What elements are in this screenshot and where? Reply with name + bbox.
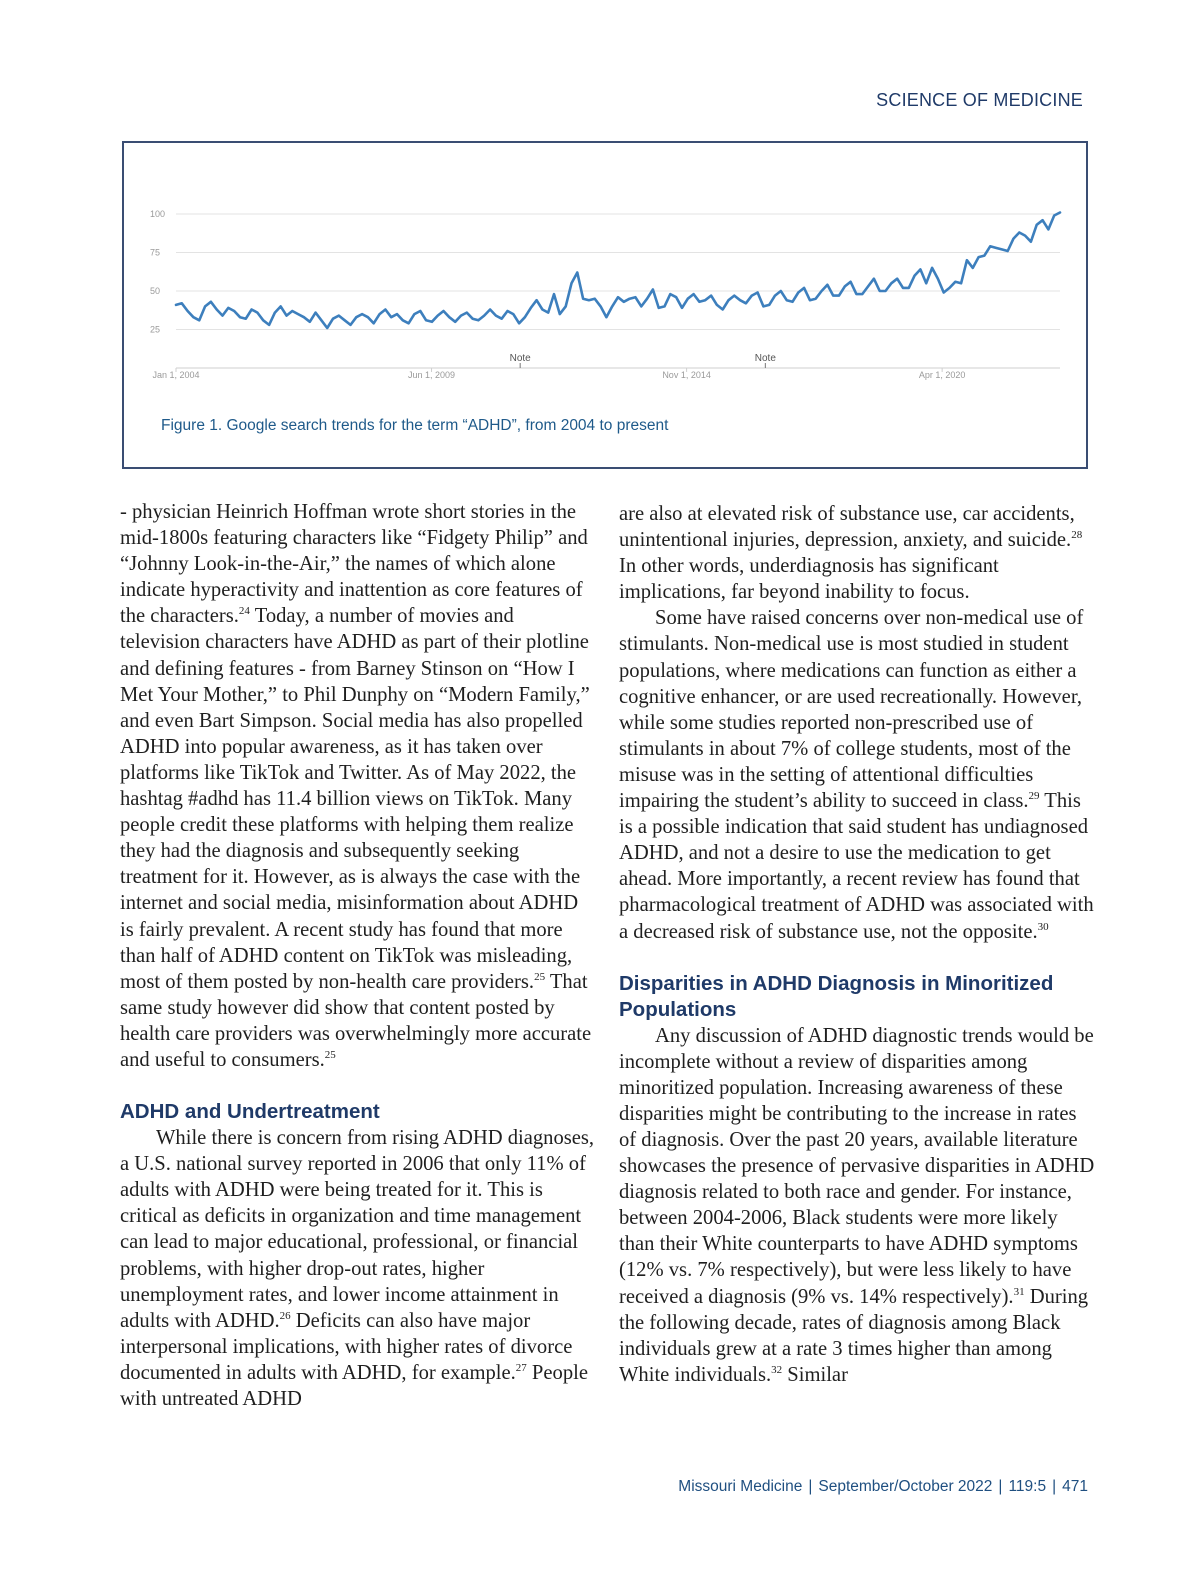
x-tick-label: Apr 1, 2020 (918, 370, 966, 380)
chart-annotation-note: Note (754, 353, 776, 364)
section-header: SCIENCE OF MEDICINE (876, 90, 1083, 110)
x-tick-label: Jan 1, 2004 (152, 370, 200, 380)
figure-1 (122, 141, 1088, 469)
paragraph: - physician Heinrich Hoffman wrote short stories in the mid-1800s featuring characters like “Fidgety Philip” and “Johnny Look-in-the-Air,” the names of which alone indicate hyperactivity and inattention as core features of the characters.$^{24}$ Today, a number of movies and television characters have ADHD as part of their plotline and defining features - from Barney Stinson on “How I Met Your Mother,” to Phil Dunphy on “Modern Family,” and even Bart Simpson. Social media has also propelled ADHD into popular awareness, as it has taken over platforms like TikTok and Twitter. As of May 2022, the hashtag #adhd has 11.4 billion views on TikTok. Many people credit these platforms with helping them realize they had the diagnosis and subsequently seeking treatment for it. However, as is always the case with the internet and social media, misinformation about ADHD is fairly prevalent. A recent study has found that more than half of ADHD content on TikTok was misleading, most of them posted by non-health care providers.$^{25}$ That same study however did show that content posted by health care providers was overwhelmingly more accurate and useful to consumers.$^{25}$ (120, 501, 592, 1071)
x-tick-label: Nov 1, 2014 (662, 370, 711, 380)
reference-marker: 24 (238, 605, 250, 618)
reference-marker: 27 (515, 1361, 527, 1374)
paragraph: are also at elevated risk of substance use, car accidents, unintentional injuries, depression, anxiety, and suicide.$^{28}$ In other words, underdiagnosis has significant implications, far beyond inability to focus. (619, 503, 1083, 604)
section-heading-undertreatment: ADHD and Undertreatment (120, 1100, 380, 1124)
paragraph: Any discussion of ADHD diagnostic trends would be incomplete without a review of disparities among minoritized population. Increasing awareness of these disparities might be contributing to the increase in rates of diagnosis. Over the past 20 years, available literature showcases the presence of pervasive disparities in ADHD diagnosis related to both race and gender. For instance, between 2004-2006, Black students were more likely than their White counterparts to have ADHD symptoms (12% vs. 7% respectively), but were less likely to have received a diagnosis (9% vs. 14% respectively).$^{31}$ During the following decade, rates of diagnosis among Black individuals grew at a rate 3 times higher than among White individuals.$^{32}$ Similar (619, 1024, 1095, 1386)
reference-marker: 31 (1013, 1285, 1025, 1298)
left-column (120, 499, 595, 1412)
reference-marker: 29 (1028, 790, 1040, 803)
section-heading-disparities: Disparities in ADHD Diagnosis in Minoritized Populations (619, 971, 1054, 1021)
page-number: 471 (1062, 1478, 1088, 1495)
issue-date: September/October 2022 (818, 1478, 993, 1495)
y-tick-label: 25 (150, 324, 161, 335)
reference-marker: 25 (534, 970, 546, 983)
figure-caption: Figure 1. Google search trends for the term “ADHD”, from 2004 to present (161, 417, 669, 434)
right-column (619, 501, 1097, 1388)
paragraph: Some have raised concerns over non-medical use of stimulants. Non-medical use is most studied in student populations, where medications can function as either a cognitive enhancer, or are used recreationally. However, while some studies reported non-prescribed use of stimulants in about 7% of college students, most of the misuse was in the setting of attentional difficulties impairing the student’s ability to succeed in class.$^{29}$ This is a possible indication that said student has undiagnosed ADHD, and not a desire to use the medication to get ahead. More importantly, a recent review has found that pharmacological treatment of ADHD was associated with a decreased risk of substance use, not the opposite.$^{30}$ (619, 607, 1094, 943)
reference-marker: 26 (279, 1309, 291, 1322)
series-line-adhd (176, 213, 1060, 329)
volume: 119:5 (1008, 1478, 1047, 1495)
page-footer: Missouri Medicine | September/October 2022 | 119:5 | 471 (678, 1478, 1088, 1495)
y-tick-label: 75 (150, 247, 161, 258)
reference-marker: 32 (771, 1363, 783, 1376)
x-tick-label: Jun 1, 2009 (408, 370, 456, 380)
reference-marker: 28 (1071, 529, 1083, 542)
chart-annotation-note: Note (509, 353, 531, 364)
paragraph: While there is concern from rising ADHD diagnoses, a U.S. national survey reported in 2006 that only 11% of adults with ADHD were being treated for it. This is critical as deficits in organization and time management can lead to major educational, professional, or financial problems, with higher drop-out rates, higher unemployment rates, and lower income attainment in adults with ADHD.$^{26}$ Deficits can also have major interpersonal implications, with higher rates of divorce documented in adults with ADHD, for example.$^{27}$ People with untreated ADHD (120, 1127, 595, 1410)
reference-marker: 25 (324, 1048, 336, 1061)
journal-name: Missouri Medicine (678, 1478, 803, 1495)
y-tick-label: 50 (150, 286, 161, 296)
y-tick-label: 100 (150, 209, 166, 219)
reference-marker: 30 (1037, 920, 1049, 933)
